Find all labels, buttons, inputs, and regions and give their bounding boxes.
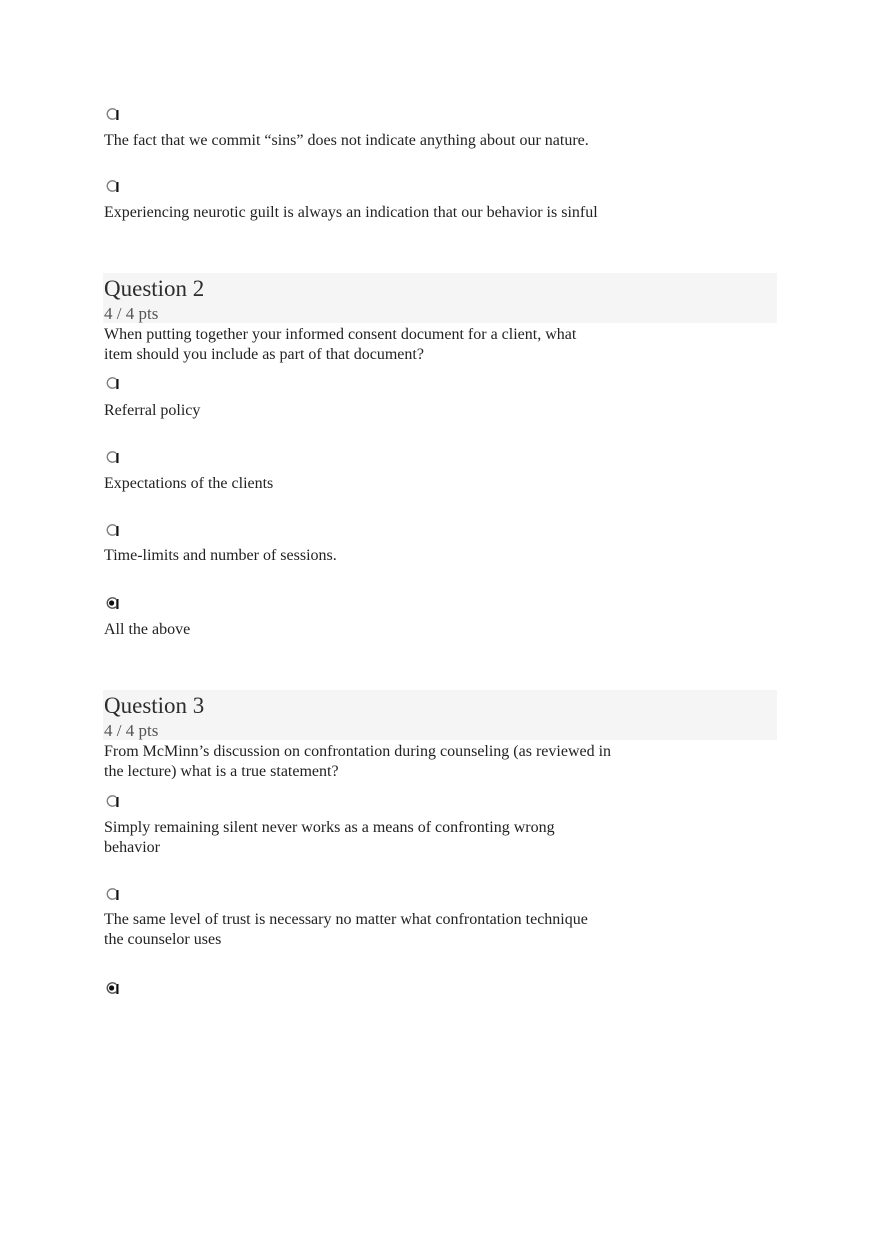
question-3-title: Question 3 [104, 693, 205, 718]
question-3-prompt-line-1: From McMinn’s discussion on confrontation during counseling (as reviewed in [104, 743, 612, 760]
question-2-prompt-line-1: When putting together your informed consent document for a client, what [104, 326, 577, 343]
question-2-header [103, 273, 777, 323]
question-3-prompt-line-2: the lecture) what is a true statement? [104, 763, 339, 780]
q1-answer-1-radio[interactable] [105, 107, 119, 121]
q3-answer-1-label-line-1: Simply remaining silent never works as a means of confronting wrong [104, 819, 555, 836]
q2-answer-3-radio[interactable] [105, 523, 119, 537]
q2-answer-3-label: Time-limits and number of sessions. [104, 547, 337, 564]
question-3-header [103, 690, 777, 740]
radio-unselected-icon [105, 887, 119, 901]
question-3-points: 4 / 4 pts [104, 721, 159, 740]
q2-answer-2-label: Expectations of the clients [104, 475, 274, 492]
q2-answer-4-label: All the above [104, 621, 191, 638]
q2-answer-4-radio[interactable] [105, 596, 119, 610]
q3-answer-2-label-line-1: The same level of trust is necessary no matter what confrontation technique [104, 911, 588, 928]
radio-unselected-icon [105, 794, 119, 808]
q1-answer-1-label: The fact that we commit “sins” does not indicate anything about our nature. [104, 132, 589, 149]
radio-unselected-icon [105, 179, 119, 193]
radio-unselected-icon [105, 107, 119, 121]
q2-answer-2-radio[interactable] [105, 450, 119, 464]
q3-answer-2-radio[interactable] [105, 887, 119, 901]
radio-unselected-icon [105, 523, 119, 537]
q2-answer-1-label: Referral policy [104, 402, 201, 419]
q1-answer-2-radio[interactable] [105, 179, 119, 193]
radio-selected-icon [105, 596, 119, 610]
question-2-title: Question 2 [104, 276, 205, 301]
q2-answer-1-radio[interactable] [105, 376, 119, 390]
radio-selected-icon [105, 981, 119, 995]
radio-unselected-icon [105, 376, 119, 390]
q3-answer-2-label-line-2: the counselor uses [104, 931, 222, 948]
q3-answer-1-radio[interactable] [105, 794, 119, 808]
question-2-points: 4 / 4 pts [104, 304, 159, 323]
q3-answer-1-label-line-2: behavior [104, 839, 160, 856]
radio-unselected-icon [105, 450, 119, 464]
q1-answer-2-label: Experiencing neurotic guilt is always an indication that our behavior is sinful [104, 204, 598, 221]
question-2-prompt-line-2: item should you include as part of that document? [104, 346, 424, 363]
q3-answer-3-radio[interactable] [105, 981, 119, 995]
